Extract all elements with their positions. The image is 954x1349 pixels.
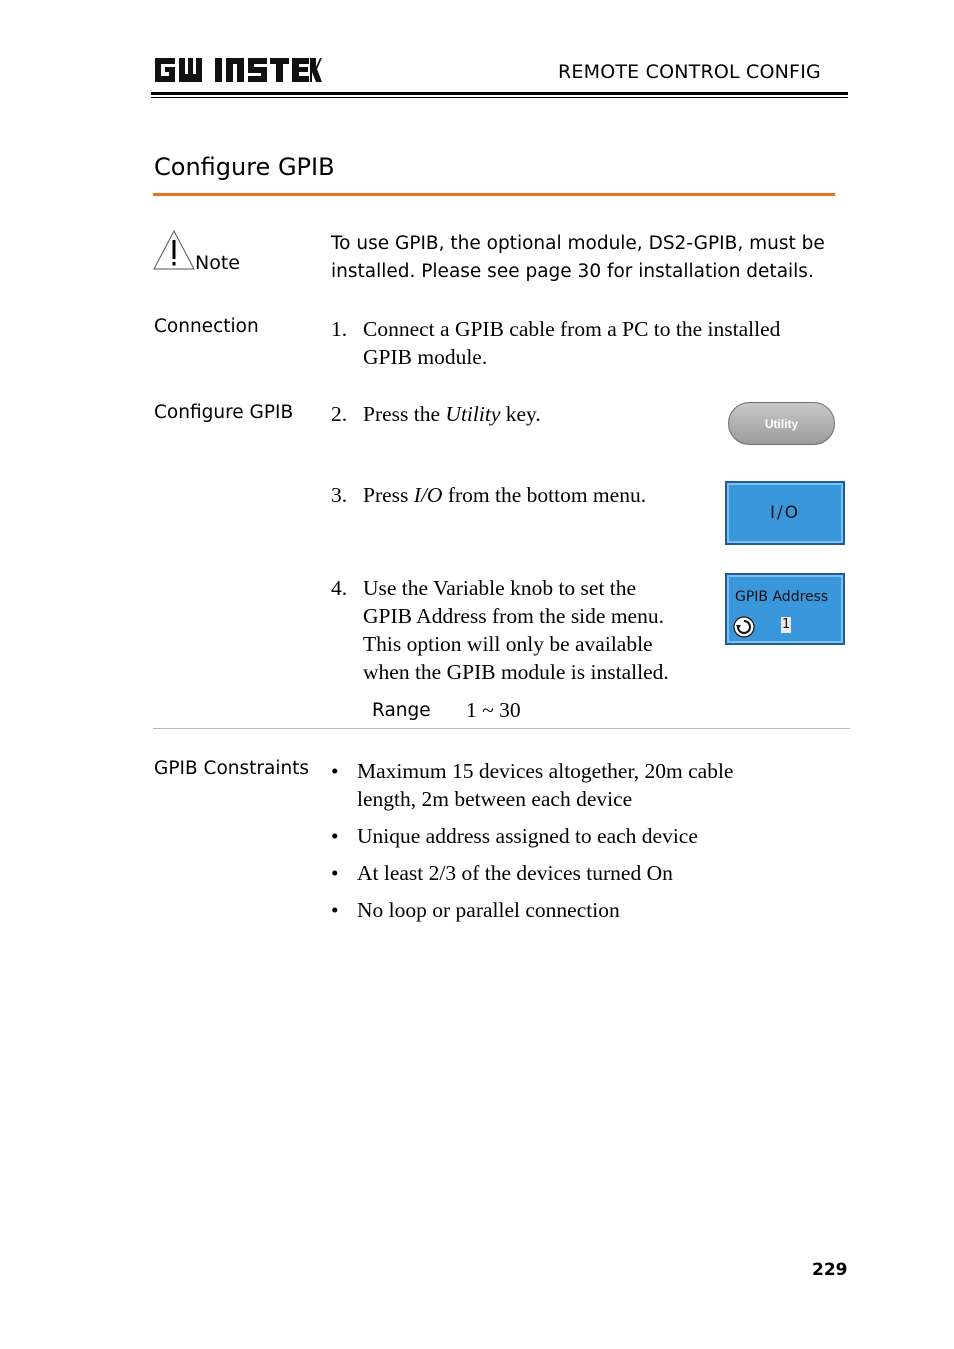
io-menu-ref: I/O — [413, 483, 443, 507]
io-menu-button[interactable]: I/O — [725, 481, 845, 545]
range-value: 1 ~ 30 — [466, 698, 521, 722]
gpib-address-button[interactable] — [725, 573, 845, 645]
page-number: 229 — [812, 1260, 848, 1280]
section-title: REMOTE CONTROL CONFIG — [558, 61, 821, 83]
header-rule-thin — [151, 97, 848, 98]
step-number: 1. — [331, 317, 348, 341]
list-item: • Unique address assigned to each device — [331, 822, 841, 850]
section-divider — [153, 728, 850, 729]
utility-key-ref: Utility — [445, 402, 501, 426]
variable-knob-icon — [733, 616, 755, 638]
step-2: 2. Press the Utility key. — [331, 402, 541, 426]
page-title: Configure GPIB — [154, 153, 335, 181]
list-item: • Maximum 15 devices altogether, 20m cable length, 2m between each device — [331, 757, 841, 813]
connection-label: Connection — [154, 316, 259, 337]
step-number: 4. — [331, 576, 348, 600]
range-label: Range — [372, 700, 431, 721]
list-item: • No loop or parallel connection — [331, 896, 841, 924]
step-4: 4. Use the Variable knob to set the GPIB Address from the side menu. This option will only be available when the GPIB module is installed. — [331, 576, 669, 684]
gw-instek-logo — [153, 54, 323, 86]
step-text: GPIB module. — [363, 345, 488, 369]
step-1 — [331, 315, 851, 375]
list-item: • At least 2/3 of the devices turned On — [331, 859, 841, 887]
title-underline — [153, 193, 835, 196]
note-label: Note — [195, 252, 240, 274]
step-number: 3. — [331, 483, 348, 507]
gpib-constraints-label: GPIB Constraints — [154, 758, 310, 779]
step-number: 2. — [331, 402, 348, 426]
gpib-address-value: 1 — [782, 617, 791, 632]
step-3: 3. Press I/O from the bottom menu. — [331, 483, 647, 507]
gpib-address-label: GPIB Address — [735, 589, 829, 605]
note-text: To use GPIB, the optional module, DS2-GPIB, must be installed. Please see page 30 for installation details. — [331, 233, 825, 282]
utility-button[interactable]: Utility — [728, 402, 835, 445]
constraints-list — [331, 757, 841, 933]
header-rule — [151, 92, 848, 95]
configure-gpib-label: Configure GPIB — [154, 402, 294, 423]
warning-icon — [153, 230, 195, 270]
step-text: Connect a GPIB cable from a PC to the installed — [363, 317, 781, 341]
